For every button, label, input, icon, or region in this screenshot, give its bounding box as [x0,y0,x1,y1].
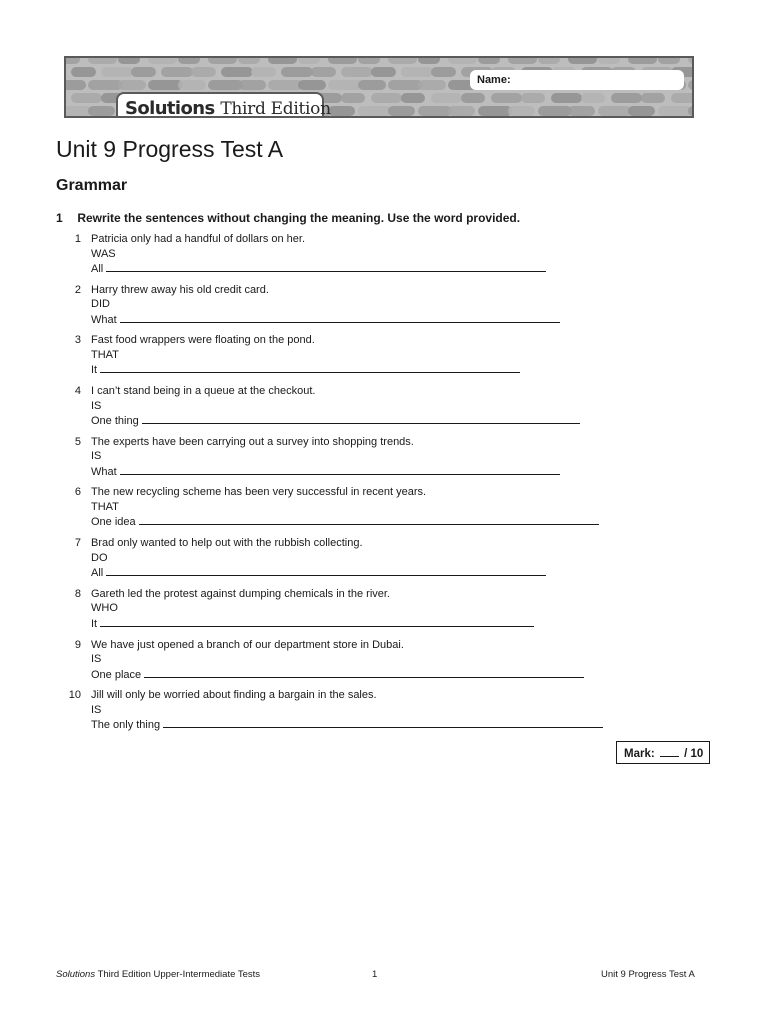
question-number: 10 [68,689,81,702]
answer-row [91,514,599,530]
answer-line[interactable] [163,717,603,728]
answer-line[interactable] [120,312,560,323]
question-sentence: Fast food wrappers were floating on the pond. [91,334,315,347]
answer-stem: One place [91,668,142,681]
question-number: 1 [74,233,81,245]
question-sentence: The new recycling scheme has been very successful in recent years. [91,486,427,499]
question-keyword: WAS [91,247,116,260]
answer-stem: It [91,364,98,377]
answer-line[interactable] [106,261,546,272]
question-keyword: WHO [91,602,118,615]
answer-line[interactable] [100,616,534,627]
question-sentence: Jill will only be worried about finding a bargain in the sales. [91,689,377,702]
exercise-instruction [56,211,520,225]
answer-row [91,565,546,581]
answer-row [91,616,534,632]
page-title: Unit 9 Progress Test A [56,136,284,162]
question-sentence: Gareth led the protest against dumping chemicals in the river. [91,587,390,600]
mark-label: Mark: [624,748,655,760]
question-sentence: Harry threw away his old credit card. [91,283,269,296]
question-sentence: I can’t stand being in a queue at the checkout. [91,385,316,398]
answer-row [91,717,603,733]
question-keyword: THAT [91,348,119,361]
brand-logo [116,92,331,118]
question-number: 2 [74,283,81,296]
answer-stem: One idea [91,516,136,529]
answer-line[interactable] [120,464,560,475]
answer-row [91,667,584,683]
answer-row [91,464,560,480]
answer-stem: The only thing [91,719,161,732]
mark-score-blank[interactable] [660,747,679,757]
footer-book: Third Edition Upper-Intermediate Tests [97,969,261,980]
footer-test-title: Unit 9 Progress Test A [601,969,695,980]
answer-stem: All [91,263,104,275]
name-label: Name: [477,74,511,86]
answer-stem: One thing [91,415,139,428]
question-sentence: Brad only wanted to help out with the rubbish collecting. [91,537,363,550]
question-number: 4 [74,385,81,398]
question-number: 9 [74,638,81,651]
answer-line[interactable] [139,514,599,525]
answer-line[interactable] [100,362,520,373]
footer-series: Solutions [56,969,96,980]
question-keyword: DID [91,298,110,311]
question-sentence: The experts have been carrying out a survey into shopping trends. [91,435,414,448]
question-keyword: IS [91,703,102,716]
footer-book-title [56,969,260,980]
question-number: 3 [74,334,81,347]
answer-line[interactable] [142,413,580,424]
brand-edition: Third Edition [220,99,331,118]
section-heading: Grammar [56,177,128,194]
header-banner [64,56,694,118]
answer-stem: All [91,567,104,580]
name-field[interactable] [470,70,684,90]
question-number: 7 [74,537,81,550]
question-keyword: DO [91,551,108,564]
answer-row [91,362,520,378]
question-keyword: THAT [91,500,119,513]
answer-stem: It [91,617,98,630]
question-number: 8 [74,587,81,600]
question-number: 5 [74,435,81,448]
question-number: 6 [74,486,81,499]
exercise-number: 1 [56,211,63,225]
answer-row [91,312,560,328]
question-keyword: IS [91,450,102,463]
answer-stem: What [91,313,117,326]
answer-line[interactable] [144,667,584,678]
brand-name: Solutions [125,98,215,118]
question-keyword: IS [91,399,102,412]
footer-page-number: 1 [372,969,378,980]
answer-row [91,261,546,277]
answer-line[interactable] [106,565,546,576]
answer-row [91,413,580,429]
question-sentence: We have just opened a branch of our department store in Dubai. [91,638,404,651]
instruction-text: Rewrite the sentences without changing the meaning. Use the word provided. [77,211,521,225]
question-sentence: Patricia only had a handful of dollars on her. [91,233,306,245]
question-keyword: IS [91,653,102,665]
mark-box [616,741,710,764]
answer-stem: What [91,465,117,478]
mark-total: / 10 [684,748,704,760]
